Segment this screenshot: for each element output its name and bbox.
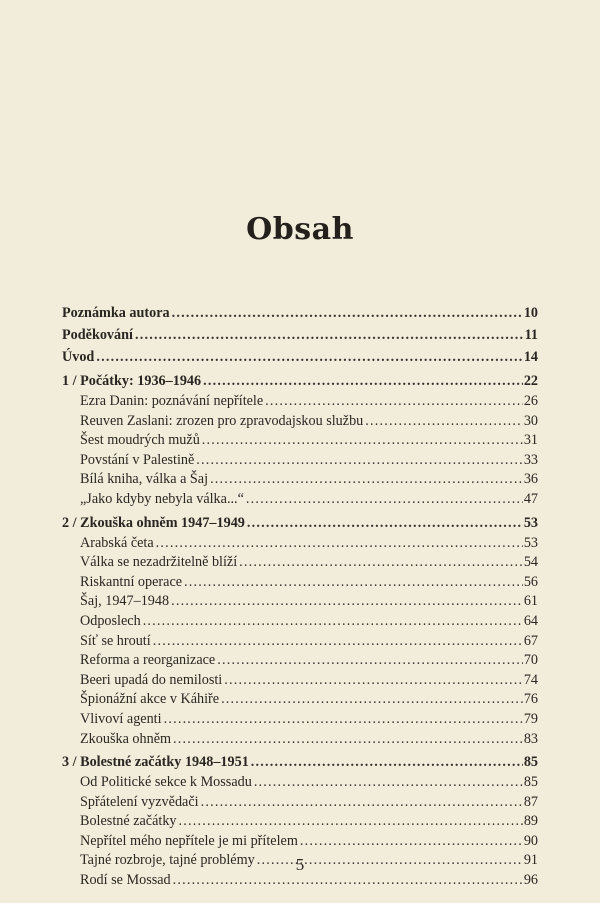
toc-section-entry: [62, 470, 538, 490]
dot-leader: [164, 710, 523, 730]
toc-section-entry: [62, 412, 538, 432]
entry-page: 67: [523, 632, 538, 649]
entry-label: Povstání v Palestině: [80, 451, 195, 468]
dot-leader: [224, 671, 523, 691]
toc-section-entry: [62, 730, 538, 750]
entry-page: 74: [523, 671, 538, 688]
entry-label: Odposlech: [80, 612, 141, 629]
toc-section-entry: [62, 671, 538, 691]
toc-chapter-entry: [62, 512, 538, 534]
entry-page: 53: [523, 514, 538, 531]
dot-leader: [254, 773, 523, 793]
toc-chapter-entry: [62, 346, 538, 368]
entry-page: 30: [523, 412, 538, 429]
entry-label: Válka se nezadržitelně blíží: [80, 554, 238, 571]
dot-leader: [265, 392, 523, 412]
toc-chapter-entry: [62, 324, 538, 346]
entry-page: 96: [523, 872, 538, 889]
toc-section-entry: [62, 832, 538, 852]
entry-label: Zkouška ohněm: [80, 730, 172, 747]
toc-section-entry: [62, 553, 538, 573]
entry-label: Beeri upadá do nemilosti: [80, 671, 223, 688]
entry-page: 87: [523, 793, 538, 810]
entry-page: 89: [523, 813, 538, 830]
dot-leader: [153, 632, 523, 652]
dot-leader: [201, 793, 523, 813]
entry-label: „Jako kdyby nebyla válka...“: [80, 490, 244, 507]
dot-leader: [365, 412, 523, 432]
page-title: Obsah: [246, 212, 354, 248]
dot-leader: [172, 302, 523, 324]
toc-section-entry: [62, 490, 538, 510]
entry-page: 26: [523, 393, 538, 409]
dot-leader: [143, 612, 523, 632]
page-number: 5: [295, 855, 305, 874]
dot-leader: [300, 832, 523, 852]
toc-chapter-entry: [62, 302, 538, 324]
toc-chapter-entry: [62, 751, 538, 773]
entry-page: 85: [523, 754, 538, 771]
entry-label: Riskantní operace: [80, 573, 183, 590]
entry-label: 2 / Zkouška ohněm 1947–1949: [62, 514, 245, 531]
toc-section-entry: [62, 632, 538, 652]
dot-leader: [203, 370, 523, 392]
entry-label: Vlivoví agenti: [80, 710, 162, 727]
entry-label: Šest moudrých mužů: [80, 432, 200, 449]
table-of-contents: [62, 302, 538, 891]
entry-page: 11: [524, 327, 538, 343]
toc-section-entry: [62, 431, 538, 451]
toc-section-entry: [62, 773, 538, 793]
entry-page: 10: [523, 305, 538, 321]
entry-page: 53: [523, 534, 538, 551]
entry-label: Tajné rozbroje, tajné problémy: [80, 852, 255, 869]
dot-leader: [171, 592, 523, 612]
entry-page: 36: [523, 471, 538, 488]
toc-section-entry: [62, 592, 538, 612]
toc-section-entry: [62, 710, 538, 730]
entry-label: Reuven Zaslani: zrozen pro zpravodajskou službu: [80, 412, 364, 429]
dot-leader: [202, 431, 523, 451]
entry-page: 22: [523, 373, 538, 389]
entry-page: 79: [523, 710, 538, 727]
entry-label: Nepřítel mého nepřítele je mi přítelem: [80, 832, 298, 849]
entry-page: 83: [523, 730, 538, 747]
entry-label: Reforma a reorganizace: [80, 652, 216, 669]
entry-label: Síť se hroutí: [80, 632, 151, 649]
dot-leader: [217, 651, 523, 671]
entry-label: Poděkování: [62, 327, 133, 343]
entry-page: 85: [523, 774, 538, 791]
entry-label: Spřátelení vyzvědači: [80, 793, 199, 810]
toc-chapter-entry: [62, 370, 538, 392]
entry-page: 76: [523, 691, 538, 708]
dot-leader: [246, 490, 523, 510]
entry-label: Šaj, 1947–1948: [80, 593, 170, 610]
dot-leader: [135, 324, 524, 346]
dot-leader: [221, 690, 523, 710]
dot-leader: [210, 470, 523, 490]
dot-leader: [96, 346, 522, 368]
entry-page: 47: [523, 490, 538, 507]
entry-page: 91: [523, 852, 538, 869]
dot-leader: [239, 553, 523, 573]
entry-label: 3 / Bolestné začátky 1948–1951: [62, 754, 249, 771]
entry-page: 61: [523, 593, 538, 610]
toc-section-entry: [62, 612, 538, 632]
entry-label: Bolestné začátky: [80, 813, 177, 830]
dot-leader: [196, 451, 523, 471]
entry-page: 90: [523, 832, 538, 849]
dot-leader: [179, 812, 523, 832]
entry-page: 64: [523, 612, 538, 629]
entry-label: Rodí se Mossad: [80, 872, 171, 889]
toc-section-entry: [62, 451, 538, 471]
dot-leader: [247, 512, 523, 534]
dot-leader: [173, 730, 523, 750]
entry-label: Ezra Danin: poznávání nepřítele: [80, 393, 264, 409]
toc-section-entry: [62, 690, 538, 710]
entry-label: Špionážní akce v Káhiře: [80, 691, 220, 708]
dot-leader: [251, 751, 523, 773]
toc-section-entry: [62, 534, 538, 554]
entry-label: Arabská četa: [80, 534, 154, 551]
toc-section-entry: [62, 812, 538, 832]
toc-section-entry: [62, 651, 538, 671]
entry-label: Úvod: [62, 349, 95, 365]
entry-page: 14: [523, 349, 538, 365]
entry-page: 56: [523, 573, 538, 590]
entry-label: Bílá kniha, válka a Šaj: [80, 471, 209, 488]
entry-label: 1 / Počátky: 1936–1946: [62, 373, 202, 389]
toc-section-entry: [62, 573, 538, 593]
toc-section-entry: [62, 793, 538, 813]
entry-label: Od Politické sekce k Mossadu: [80, 774, 252, 791]
entry-page: 70: [523, 652, 538, 669]
entry-page: 31: [523, 432, 538, 449]
entry-label: Poznámka autora: [62, 305, 170, 321]
dot-leader: [184, 573, 523, 593]
entry-page: 33: [523, 451, 538, 468]
dot-leader: [156, 534, 523, 554]
toc-section-entry: [62, 392, 538, 412]
entry-page: 54: [523, 554, 538, 571]
